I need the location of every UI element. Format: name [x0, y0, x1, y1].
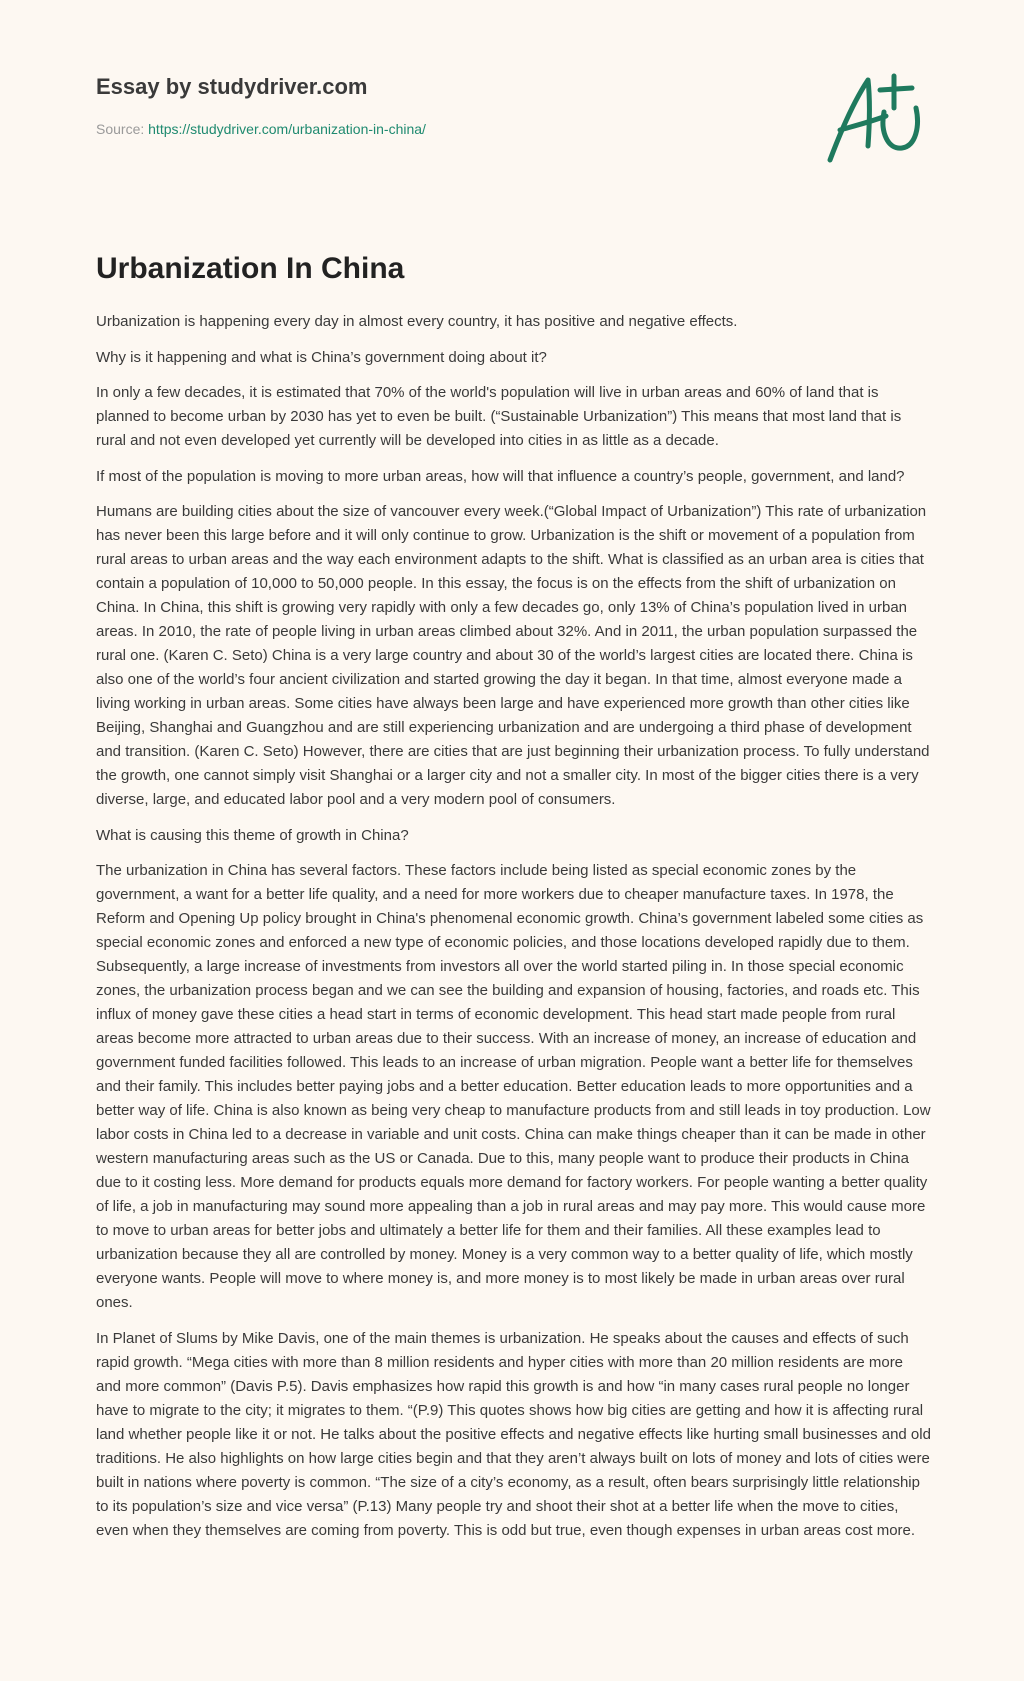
essay-paragraph: Humans are building cities about the size of vancouver every week.(“Global Impact of Urbanization”) This rate of urbanization has never been this large before and it will only continue to grow. Urbanization is the shift or movement of a population from rural areas to urban areas and the way each environment adapts to the shift. What is classified as an urban area is cities that contain a population of 10,000 to 50,000 people. In this essay, the focus is on the effects from the shift of urbanization on China. In China, this shift is growing very rapidly with only a few decades go, only 13% of China’s population lived in urban areas. In 2010, the rate of people living in urban areas climbed about 32%. And in 2011, the urban population surpassed the rural one. (Karen C. Seto) China is a very large country and about 30 of the world’s largest cities are located there. China is also one of the world’s four ancient civilization and started growing the day it began. In that time, almost everyone made a living working in urban areas. Some cities have always been large and have experienced more growth than other cities like Beijing, Shanghai and Guangzhou and are still experiencing urbanization and are undergoing a third phase of development and transition. (Karen C. Seto) However, there are cities that are just beginning their urbanization process. To fully understand the growth, one cannot simply visit Shanghai or a larger city and not a smaller city. In most of the bigger cities there is a very diverse, large, and educated labor pool and a very modern pool of consumers.: [96, 503, 930, 808]
source-link[interactable]: https://studydriver.com/urbanization-in-china/: [148, 121, 426, 137]
site-title: Essay by studydriver.com: [96, 74, 368, 99]
essay-paragraph: Urbanization is happening every day in almost every country, it has positive and negative effects.: [96, 313, 738, 330]
essay-paragraph: What is causing this theme of growth in China?: [96, 826, 409, 844]
essay-paragraph: If most of the population is moving to more urban areas, how will that influence a country’s people, government, and land?: [96, 467, 905, 485]
essay-paragraph: The urbanization in China has several factors. These factors include being listed as special economic zones by the government, a want for a better life quality, and a need for more workers due to cheaper manufacture taxes. In 1978, the Reform and Opening Up policy brought in China's phenomenal economic growth. China’s government labeled some cities as special economic zones and enforced a new type of economic policies, and those locations developed rapidly due to them. Subsequently, a large increase of investments from investors all over the world started piling in. In those special economic zones, the urbanization process began and we can see the building and expansion of housing, factories, and roads etc. This influx of money gave these cities a head start in terms of economic development. This head start made people from rural areas become more attracted to urban areas due to their success. With an increase of money, an increase of education and government funded facilities followed. This leads to an increase of urban migration. People want a better life for themselves and their family. This includes better paying jobs and a better education. Better education leads to more opportunities and a better way of life. China is also known as being very cheap to manufacture products from and still leads in toy production. Low labor costs in China led to a decrease in variable and unit costs. China can make things cheaper than it can be made in other western manufacturing areas such as the US or Canada. Due to this, many people want to produce their products in China due to it costing less. More demand for products equals more demand for factory workers. For people wanting a better quality of life, a job in manufacturing may sound more appealing than a job in rural areas and may pay more. This would cause more to move to urban areas for better jobs and ultimately a better life for them and their families. All these examples lead to urbanization because they all are controlled by money. Money is a very common way to a better quality of life, which mostly everyone wants. People will move to where money is, and more money is to most likely be made in urban areas over rural ones.: [96, 862, 931, 1311]
essay-title: Urbanization In China: [96, 252, 405, 285]
page-header: [96, 72, 796, 138]
essay-paragraph: Why is it happening and what is China’s government doing about it?: [96, 348, 547, 366]
source-line: [96, 120, 796, 138]
a-plus-logo-icon: [822, 68, 930, 168]
essay-content: [96, 250, 932, 1554]
essay-paragraph: In only a few decades, it is estimated that 70% of the world's population will live in urban areas and 60% of land that is planned to become urban by 2030 has yet to even be built. (“Sustainable Urbanization”) This means that most land that is rural and not even developed yet currently will be developed into cities in as little as a decade.: [96, 384, 902, 449]
essay-paragraph: In Planet of Slums by Mike Davis, one of the main themes is urbanization. He speaks about the causes and effects of such rapid growth. “Mega cities with more than 8 million residents and hyper cities with more than 20 million residents are more and more common” (Davis P.5). Davis emphasizes how rapid this growth is and how “in many cases rural people no longer have to migrate to the city; it migrates to them. “(P.9) This quotes shows how big cities are getting and how it is affecting rural land whether people like it or not. He talks about the positive effects and negative effects like hurting small businesses and old traditions. He also highlights on how large cities begin and that they aren’t always built on lots of money and lots of cities were built in nations where poverty is common. “The size of a city’s economy, as a result, often bears surprisingly little relationship to its population’s size and vice versa” (P.13) Many people try and shoot their shot at a better life when the move to cities, even when they themselves are coming from poverty. This is odd but true, even though expenses in urban areas cost more.: [96, 1329, 931, 1539]
source-label: Source:: [96, 121, 149, 137]
